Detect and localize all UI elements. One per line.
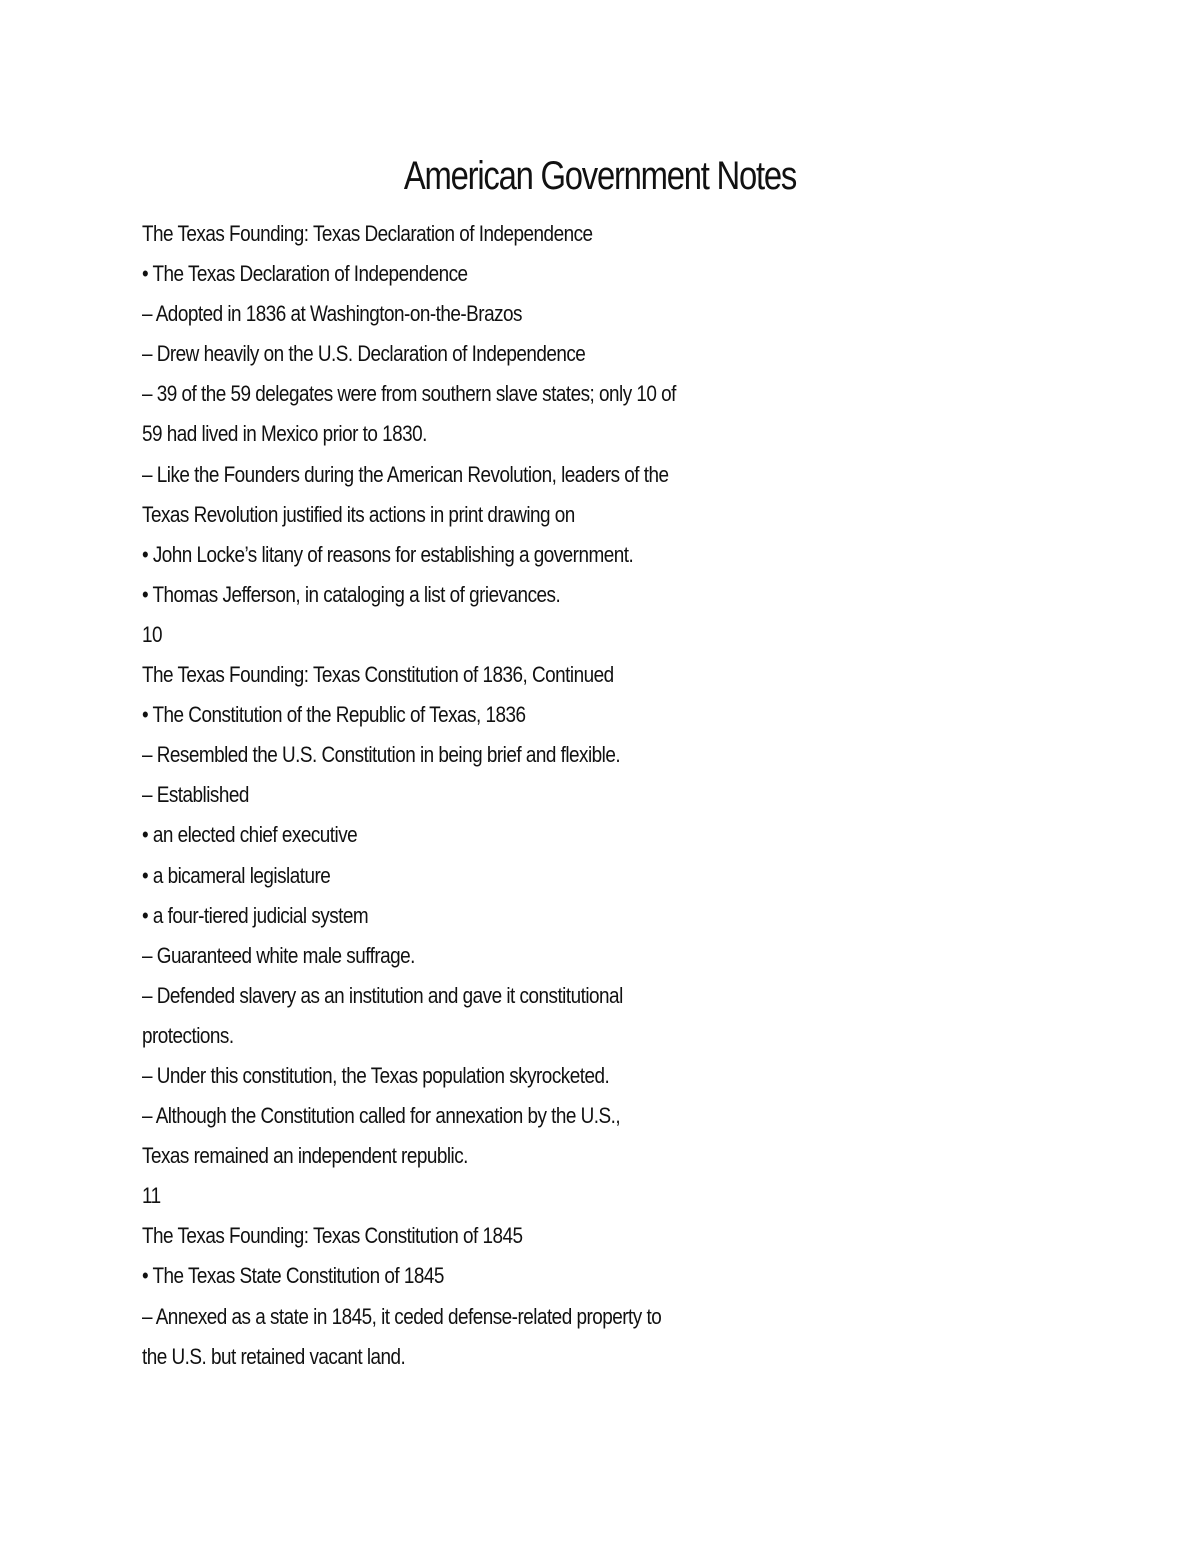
text-line: • Thomas Jefferson, in cataloging a list of grievances. — [142, 581, 561, 607]
text-line: The Texas Founding: Texas Constitution of 1845 — [142, 1223, 523, 1249]
text-line: the U.S. but retained vacant land. — [142, 1343, 406, 1369]
text-line: • a bicameral legislature — [142, 862, 331, 888]
text-line: – Resembled the U.S. Constitution in being brief and flexible. — [142, 742, 621, 768]
slide-number: 10 — [142, 621, 163, 647]
text-line: Texas remained an independent republic. — [142, 1143, 468, 1169]
text-line: Texas Revolution justified its actions in print drawing on — [142, 501, 575, 527]
text-line: • The Constitution of the Republic of Texas, 1836 — [142, 702, 526, 728]
text-line: • an elected chief executive — [142, 822, 358, 848]
text-line: • John Locke’s litany of reasons for establishing a government. — [142, 541, 634, 567]
text-line: – Drew heavily on the U.S. Declaration of Independence — [142, 341, 586, 367]
text-line: – Although the Constitution called for annexation by the U.S., — [142, 1103, 621, 1129]
text-line: – Defended slavery as an institution and gave it constitutional — [142, 982, 623, 1008]
text-line: – Adopted in 1836 at Washington-on-the-Brazos — [142, 301, 522, 327]
text-line: The Texas Founding: Texas Constitution of 1836, Continued — [142, 662, 614, 688]
text-line: – Guaranteed white male suffrage. — [142, 942, 415, 968]
text-line: The Texas Founding: Texas Declaration of Independence — [142, 221, 593, 246]
text-line: • The Texas Declaration of Independence — [142, 261, 468, 287]
notes-body — [142, 214, 782, 1377]
text-line: – Under this constitution, the Texas population skyrocketed. — [142, 1062, 610, 1088]
text-line: – Like the Founders during the American Revolution, leaders of the — [142, 461, 669, 487]
text-line: 59 had lived in Mexico prior to 1830. — [142, 421, 427, 447]
slide-number: 11 — [142, 1183, 161, 1209]
page-title: American Government Notes — [403, 154, 797, 198]
text-line: protections. — [142, 1022, 234, 1048]
text-line: – Established — [142, 782, 249, 808]
text-line: – 39 of the 59 delegates were from southern slave states; only 10 of — [142, 381, 676, 407]
text-line: • a four-tiered judicial system — [142, 902, 369, 928]
text-line: • The Texas State Constitution of 1845 — [142, 1263, 444, 1289]
text-line: – Annexed as a state in 1845, it ceded defense-related property to — [142, 1303, 662, 1329]
